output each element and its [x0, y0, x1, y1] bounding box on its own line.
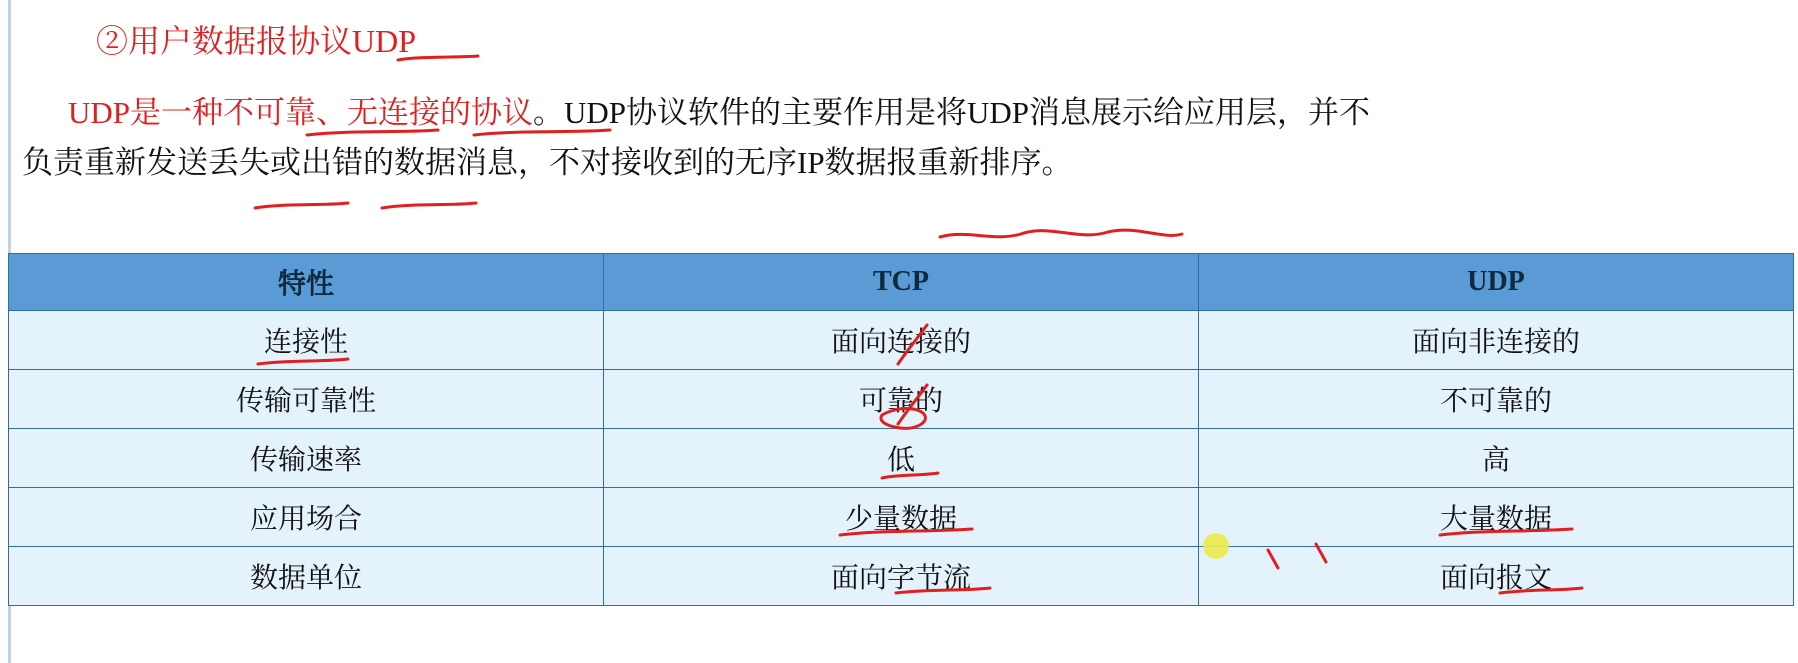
table-row — [9, 547, 1794, 606]
table-cell-udp: 不可靠的 — [1199, 370, 1794, 429]
table-cell-feature: 传输速率 — [9, 429, 604, 488]
table-header-row — [9, 254, 1794, 311]
body-paragraph — [22, 88, 1782, 188]
table-row — [9, 370, 1794, 429]
table-header-cell-tcp: TCP — [604, 254, 1199, 311]
paragraph-red-a: UDP是一种 — [68, 95, 224, 130]
paragraph-black-a: UDP协议软件的主要作用是将UDP消息展示给应用层，并不 — [564, 95, 1371, 130]
table-cell-tcp: 少量数据 — [604, 488, 1199, 547]
table-row — [9, 311, 1794, 370]
paragraph-red-b: 不可靠、无连接的协议 — [223, 95, 534, 130]
table-cell-tcp: 面向字节流 — [604, 547, 1199, 606]
table-cell-udp: 面向非连接的 — [1199, 311, 1794, 370]
table-cell-tcp: 可靠的 — [604, 370, 1199, 429]
table-cell-udp: 大量数据 — [1199, 488, 1794, 547]
table-cell-feature: 应用场合 — [9, 488, 604, 547]
table-cell-tcp: 低 — [604, 429, 1199, 488]
cursor-highlight — [1203, 533, 1229, 559]
table-cell-feature: 连接性 — [9, 311, 604, 370]
table-row — [9, 429, 1794, 488]
table-cell-feature: 传输可靠性 — [9, 370, 604, 429]
table-cell-udp: 面向报文 — [1199, 547, 1794, 606]
table-header-cell-udp: UDP — [1199, 254, 1794, 311]
paragraph-red-c: 。 — [533, 95, 565, 130]
table-row — [9, 488, 1794, 547]
underline-wuxu-ip-icon — [940, 230, 1182, 237]
table-cell-udp: 高 — [1199, 429, 1794, 488]
table-cell-tcp: 面向连接的 — [604, 311, 1199, 370]
paragraph-black-b: 负责重新发送丢失或出错的数据消息，不对接收到的无序IP数据报重新排序。 — [22, 145, 1073, 181]
page-title: ②用户数据报协议UDP — [96, 23, 417, 59]
table-header-cell-feature: 特性 — [9, 254, 604, 311]
underline-chucuo-icon — [382, 203, 476, 208]
table-cell-feature: 数据单位 — [9, 547, 604, 606]
comparison-table — [8, 253, 1794, 606]
underline-diushi-icon — [255, 203, 348, 208]
